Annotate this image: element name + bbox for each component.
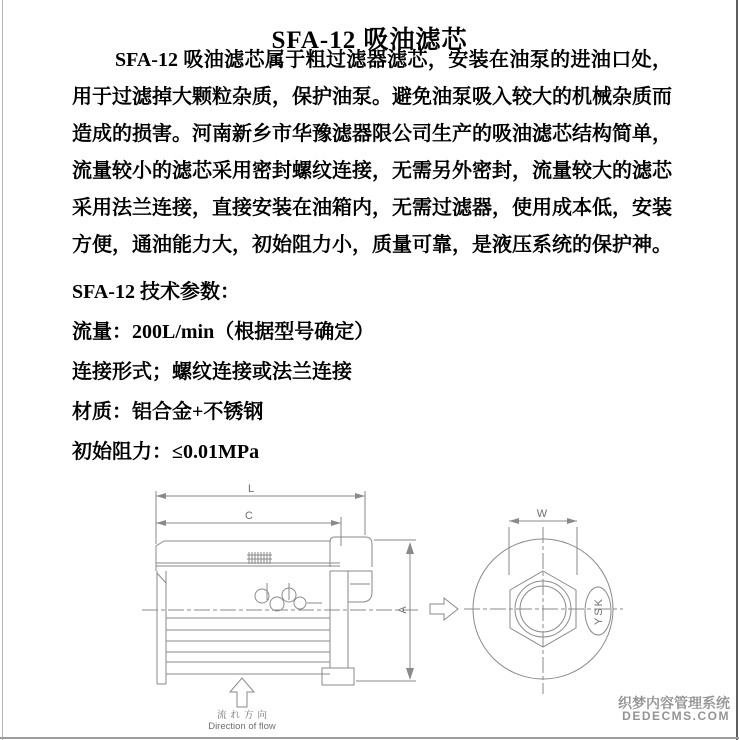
dimension-label-A: A [397,606,409,614]
watermark [618,696,730,723]
paragraph-line: 造成的损害。河南新乡市华豫滤器限公司生产的吸油滤芯结构简单， [72,123,672,145]
dimension-label-L: L [247,483,255,495]
paragraph-line: 采用法兰连接，直接安装在油箱内，无需过滤器，使用成本低，安装 [72,197,672,219]
paragraph-line: 方便，通油能力大，初始阻力小，质量可靠，是液压系统的保护神。 [72,234,672,256]
spec-heading: SFA-12 技术参数： [72,281,240,303]
page-title: SFA-12 吸油滤芯 [271,26,468,54]
flow-direction-label-en: Direction of flow [208,721,276,732]
center-joint-symbols [255,583,322,611]
intro-paragraph [72,42,672,264]
paragraph-line: SFA-12 吸油滤芯属于粗过滤器滤芯，安装在油泵的进油口处， [115,49,672,71]
dimension-label-W: W [536,508,548,520]
watermark-site: DEDECMS.COM [622,709,730,723]
brand-mark-label: YSK [593,596,605,626]
thread-hatch [247,552,272,564]
outlet-arrow-icon [430,598,458,620]
flow-direction-arrow-icon [230,678,254,707]
spec-material: 材质：铝合金+不锈钢 [72,401,264,423]
watermark-system-name: 织梦内容管理系统 [618,695,730,711]
dimension-label-C: C [245,510,253,522]
spec-flow-rate: 流量：200L/min（根据型号确定） [72,321,375,343]
side-view-drawing [142,491,458,707]
paragraph-line: 用于过滤掉大颗粒杂质，保护油泵。避免油泵吸入较大的机械杂质而 [72,86,672,108]
filter-pleats [166,618,330,674]
flow-direction-label-jp: 流れ方向 [216,710,272,721]
paragraph-line: 流量较小的滤芯采用密封螺纹连接，无需另外密封，流量较大的滤芯 [72,160,672,182]
spec-connection-type: 连接形式；螺纹连接或法兰连接 [72,361,352,383]
spec-initial-resistance: 初始阻力：≤0.01MPa [72,441,260,463]
technical-parameters [72,272,712,472]
